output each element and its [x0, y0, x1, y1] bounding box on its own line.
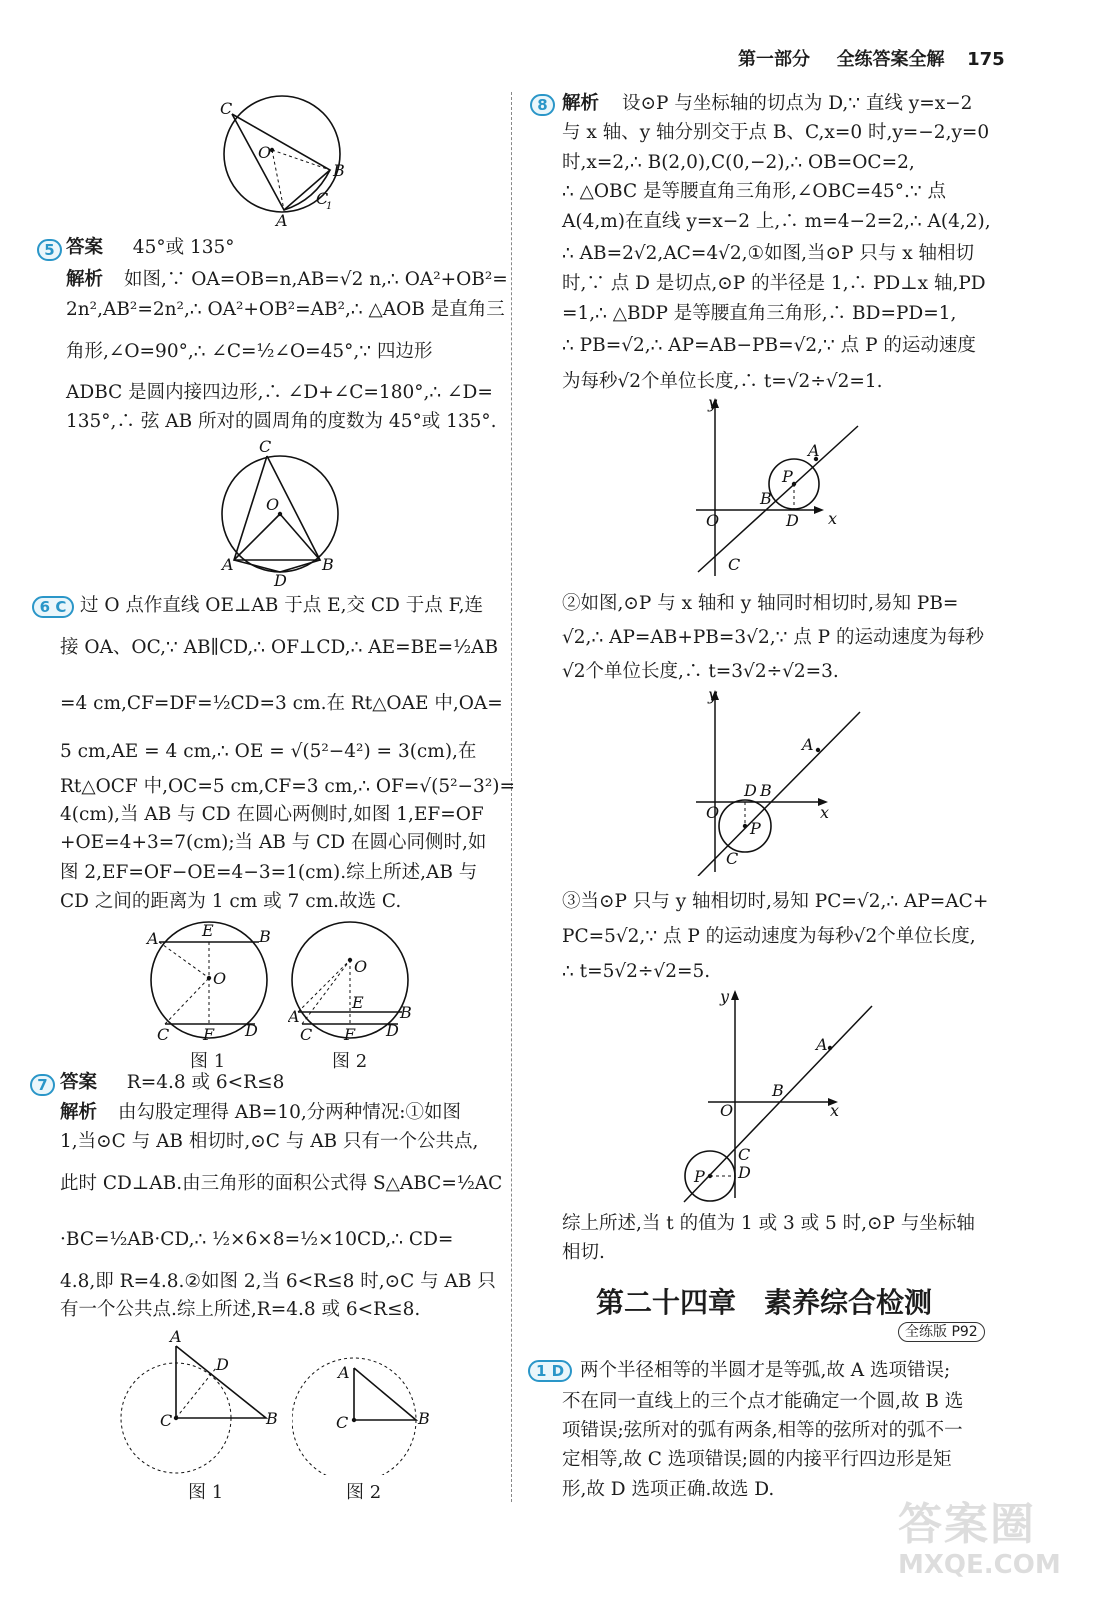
watermark-bottom: MXQE.COM — [898, 1550, 1061, 1580]
q6-fig2-caption: 图 2 — [332, 1051, 368, 1072]
svg-text:B: B — [400, 1003, 412, 1022]
q8-line: ∴ △OBC 是等腰直角三角形,∠OBC=45°.∵ 点 — [562, 181, 946, 202]
svg-text:B: B — [259, 927, 271, 946]
svg-text:D: D — [386, 1021, 399, 1040]
q5-line: 2n²,AB²=2n²,∴ OA²+OB²=AB²,∴ △AOB 是直角三 — [66, 299, 505, 320]
q8-case3-line: ③当⊙P 只与 y 轴相切时,易知 PC=√2,∴ AP=AC+ — [562, 891, 989, 912]
svg-text:C: C — [220, 99, 233, 118]
svg-text:A: A — [222, 555, 234, 574]
section-label: 第一部分 — [738, 49, 810, 70]
q6-line: 接 OA、OC,∵ AB∥CD,∴ OF⊥CD,∴ AE=BE=½AB — [60, 637, 499, 658]
q8-line: 为每秒√2个单位长度,∴ t=√2÷√2=1. — [562, 371, 883, 392]
svg-text:F: F — [203, 1025, 215, 1044]
q8-line: 与 x 轴、y 轴分别交于点 B、C,x=0 时,y=−2,y=0 — [562, 122, 990, 143]
svg-text:O: O — [706, 803, 720, 822]
svg-text:A: A — [802, 735, 814, 754]
q5-answer-label: 答案 — [66, 237, 104, 258]
svg-text:y: y — [720, 987, 730, 1006]
q6-line: Rt△OCF 中,OC=5 cm,CF=3 cm,∴ OF=√(5²−3²)= — [60, 776, 515, 797]
svg-text:D: D — [744, 781, 757, 800]
svg-text:P: P — [782, 467, 793, 486]
svg-text:B: B — [266, 1409, 278, 1428]
page-number: 175 — [967, 49, 1005, 70]
q8-case2-line: √2个单位长度,∴ t=3√2÷√2=3. — [562, 661, 839, 682]
svg-text:x: x — [820, 803, 830, 822]
q6-line: +OE=4+3=7(cm);当 AB 与 CD 在圆心同侧时,如 — [60, 832, 487, 853]
chapter-q1-line: 不在同一直线上的三个点才能确定一个圆,故 B 选 — [562, 1391, 964, 1412]
q8-case2-line: ②如图,⊙P 与 x 轴和 y 轴同时相切时,易知 PB= — [562, 593, 959, 614]
q7-line: 4.8,即 R=4.8.②如图 2,当 6<R≤8 时,⊙C 与 AB 只 — [60, 1271, 496, 1292]
page-header — [738, 45, 1005, 71]
svg-text:O: O — [258, 143, 272, 162]
figure-q6-fig2 — [288, 918, 418, 1046]
q8-line: 时,x=2,∴ B(2,0),C(0,−2),∴ OB=OC=2, — [562, 152, 915, 173]
q8-case2-line: √2,∴ AP=AB+PB=3√2,∵ 点 P 的运动速度为每秒 — [562, 627, 984, 648]
svg-text:C: C — [259, 437, 272, 456]
q5-line: 角形,∠O=90°,∴ ∠C=½∠O=45°,∵ 四边形 — [66, 341, 433, 362]
svg-text:O: O — [266, 495, 280, 514]
watermark-logo — [898, 1500, 1068, 1595]
q8-line: 设⊙P 与坐标轴的切点为 D,∵ 直线 y=x−2 — [622, 93, 973, 114]
chapter-question-1-badge: 1 D — [528, 1360, 572, 1382]
chapter-q1-line: 两个半径相等的半圆才是等弧,故 A 选项错误; — [580, 1360, 951, 1381]
svg-text:O: O — [213, 969, 227, 988]
q7-analysis-label: 解析 — [60, 1102, 98, 1123]
svg-text:O: O — [354, 957, 368, 976]
q8-case3-line: ∴ t=5√2÷√2=5. — [562, 961, 711, 982]
watermark-top: 答案圈 — [898, 1499, 1036, 1550]
svg-text:y: y — [708, 396, 718, 412]
q7-fig1-caption: 图 1 — [188, 1482, 224, 1503]
svg-text:A: A — [338, 1363, 350, 1382]
figure-q4-circle — [210, 92, 360, 227]
svg-text:B: B — [322, 555, 334, 574]
question-5-badge: 5 — [37, 239, 62, 261]
figure-q8-case1 — [690, 396, 870, 581]
q7-line: 由勾股定理得 AB=10,分两种情况:①如图 — [118, 1102, 461, 1123]
chapter-q1-line: 项错误;弦所对的弧有两条,相等的弦所对的弧不一 — [562, 1420, 963, 1441]
q7-line: ·BC=½AB·CD,∴ ½×6×8=½×10CD,∴ CD= — [60, 1229, 454, 1250]
q6-line: 过 O 点作直线 OE⊥AB 于点 E,交 CD 于点 F,连 — [80, 595, 483, 616]
svg-text:C: C — [726, 849, 739, 868]
svg-text:B: B — [333, 161, 345, 180]
svg-text:D: D — [738, 1163, 751, 1182]
figure-q5-inscribed — [212, 436, 352, 586]
svg-text:C: C — [316, 189, 329, 208]
question-7-badge: 7 — [30, 1074, 55, 1096]
q7-line: 此时 CD⊥AB.由三角形的面积公式得 S△ABC=½AC — [60, 1173, 503, 1194]
svg-text:D: D — [274, 571, 287, 586]
figure-q6-fig1 — [145, 918, 275, 1046]
svg-text:x: x — [828, 509, 838, 528]
svg-text:C: C — [157, 1025, 170, 1044]
q8-summary-line: 综上所述,当 t 的值为 1 或 3 或 5 时,⊙P 与坐标轴 — [562, 1213, 975, 1234]
svg-text:D: D — [216, 1355, 229, 1374]
svg-text:O: O — [706, 511, 720, 530]
q5-line: ADBC 是圆内接四边形,∴ ∠D+∠C=180°,∴ ∠D= — [66, 382, 493, 403]
svg-text:E: E — [352, 993, 364, 1012]
svg-text:E: E — [202, 921, 214, 940]
svg-text:B: B — [760, 489, 772, 508]
q5-analysis-label: 解析 — [66, 269, 104, 290]
svg-text:A: A — [808, 441, 820, 460]
q8-summary-line: 相切. — [562, 1242, 605, 1263]
chapter-q1-line: 定相等,故 C 选项错误;圆的内接平行四边形是矩 — [562, 1449, 952, 1470]
q7-line: 1,当⊙C 与 AB 相切时,⊙C 与 AB 只有一个公共点, — [60, 1131, 479, 1152]
question-8-badge: 8 — [530, 94, 555, 116]
svg-text:F: F — [344, 1025, 356, 1044]
q6-line: 5 cm,AE = 4 cm,∴ OE = √(5²−4²) = 3(cm),在 — [60, 741, 477, 762]
chapter-q1-line: 形,故 D 选项正确.故选 D. — [562, 1479, 775, 1500]
svg-text:B: B — [760, 781, 772, 800]
svg-text:1: 1 — [326, 201, 333, 212]
q7-line: 有一个公共点.综上所述,R=4.8 或 6<R≤8. — [60, 1299, 421, 1320]
figure-q8-case3 — [680, 986, 880, 1206]
svg-text:D: D — [786, 511, 799, 530]
q6-line: 图 2,EF=OF−OE=4−3=1(cm).综上所述,AB 与 — [60, 862, 478, 883]
figure-q8-case2 — [690, 686, 870, 876]
svg-text:C: C — [160, 1411, 173, 1430]
figure-q7-fig1 — [118, 1326, 288, 1476]
q7-answer: R=4.8 或 6<R≤8 — [126, 1072, 285, 1093]
svg-text:D: D — [245, 1021, 258, 1040]
question-6-badge: 6 C — [32, 596, 74, 618]
q8-line: =1,∴ △BDP 是等腰直角三角形,∴ BD=PD=1, — [562, 303, 957, 324]
chapter-tag: 全练版 P92 — [898, 1322, 985, 1342]
svg-text:P: P — [750, 819, 761, 838]
q6-line: =4 cm,CF=DF=½CD=3 cm.在 Rt△OAE 中,OA= — [60, 693, 503, 714]
q5-answer-line — [66, 236, 235, 260]
svg-text:C: C — [738, 1145, 751, 1164]
svg-text:B: B — [772, 1081, 784, 1100]
q5-line: 135°,∴ 弦 AB 所对的圆周角的度数为 45°或 135°. — [66, 411, 497, 432]
svg-text:x: x — [830, 1101, 840, 1120]
svg-text:y: y — [708, 686, 718, 704]
q6-line: CD 之间的距离为 1 cm 或 7 cm.故选 C. — [60, 891, 402, 912]
q8-analysis-label: 解析 — [562, 93, 600, 114]
figure-q7-fig2 — [292, 1350, 432, 1475]
q8-case3-line: PC=5√2,∵ 点 P 的运动速度为每秒√2个单位长度, — [562, 926, 976, 947]
q8-line: 时,∵ 点 D 是切点,⊙P 的半径是 1,∴ PD⊥x 轴,PD — [562, 273, 986, 294]
q7-fig2-caption: 图 2 — [346, 1482, 382, 1503]
svg-text:P: P — [694, 1167, 705, 1186]
book-title: 全练答案全解 — [836, 49, 945, 70]
chapter-title: 第二十四章 素养综合检测 — [596, 1286, 933, 1319]
q5-answer: 45°或 135° — [132, 237, 235, 258]
svg-text:B: B — [418, 1409, 430, 1428]
svg-text:C: C — [336, 1413, 349, 1432]
q7-answer-label: 答案 — [60, 1072, 98, 1093]
svg-text:O: O — [720, 1101, 734, 1120]
q8-line: ∴ AB=2√2,AC=4√2,①如图,当⊙P 只与 x 轴相切 — [562, 243, 975, 264]
q6-line: 4(cm),当 AB 与 CD 在圆心两侧时,如图 1,EF=OF — [60, 804, 484, 825]
q8-line: ∴ PB=√2,∴ AP=AB−PB=√2,∵ 点 P 的运动速度 — [562, 335, 976, 356]
svg-text:A: A — [816, 1035, 828, 1054]
svg-text:A: A — [170, 1327, 182, 1346]
q6-fig1-caption: 图 1 — [190, 1051, 226, 1072]
svg-text:A: A — [147, 929, 159, 948]
svg-text:C: C — [300, 1025, 313, 1044]
q7-answer-line — [60, 1071, 284, 1095]
q8-line: A(4,m)在直线 y=x−2 上,∴ m=4−2=2,∴ A(4,2), — [562, 211, 991, 232]
svg-text:A: A — [276, 211, 288, 227]
svg-text:A: A — [288, 1007, 300, 1026]
svg-text:C: C — [728, 555, 741, 574]
q5-line: 如图,∵ OA=OB=n,AB=√2 n,∴ OA²+OB²= — [124, 269, 508, 290]
